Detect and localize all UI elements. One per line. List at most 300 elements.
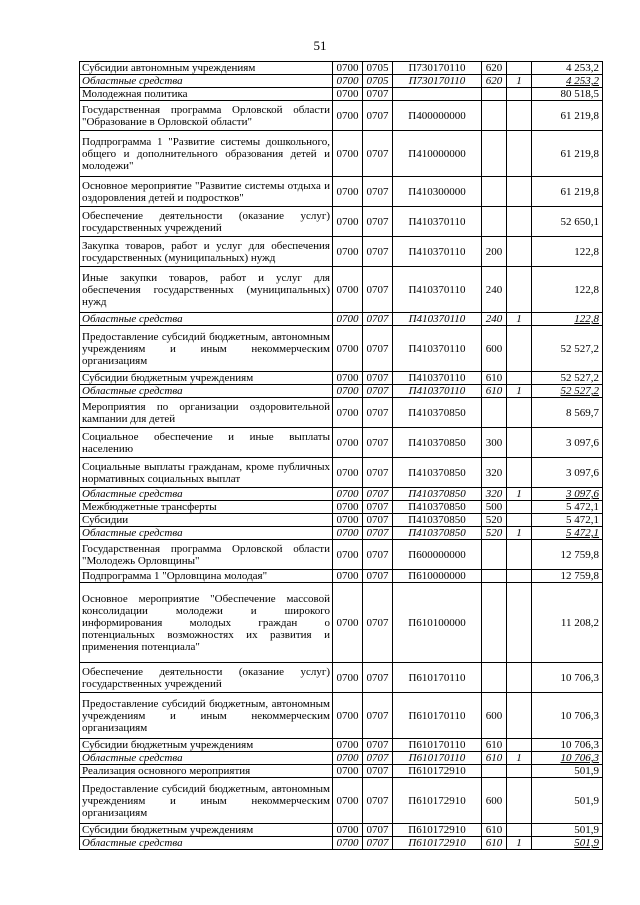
row-ved-text: 0700 — [336, 514, 359, 526]
table-row — [80, 514, 603, 527]
row-rz-cell — [363, 501, 393, 514]
row-vr-cell — [482, 752, 507, 765]
row-name-text: Субсидии — [82, 514, 129, 526]
row-amount-cell — [532, 527, 603, 540]
table-row — [80, 527, 603, 540]
row-name-text: Обеспечение деятельности (оказание услуг) государственных учреждений — [82, 209, 330, 234]
row-vr-text: 620 — [485, 75, 503, 87]
row-src-cell — [507, 177, 532, 207]
row-ved-text: 0700 — [336, 824, 359, 836]
row-name-cell — [80, 458, 333, 488]
row-rz-cell — [363, 765, 393, 778]
row-vr-cell — [482, 663, 507, 693]
row-name-cell — [80, 75, 333, 88]
row-csr-text: П410370850 — [408, 488, 466, 500]
row-name-text: Подпрограмма 1 "Орловщина молодая" — [82, 570, 268, 582]
row-name-text: Молодежная политика — [82, 88, 188, 100]
row-rz-cell — [363, 514, 393, 527]
row-csr-text: П410300000 — [408, 185, 466, 198]
row-amount-cell — [532, 177, 603, 207]
row-name-text: Основное мероприятие "Обеспечение массовой консолидации молодежи и широкого информирования молодых граждан о потенциальных возможностях их развития и применения потенциала" — [82, 592, 330, 653]
table-row — [80, 501, 603, 514]
row-ved-cell — [333, 237, 363, 267]
row-name-cell — [80, 540, 333, 570]
row-amount-text: 12 759,8 — [560, 548, 599, 561]
row-name-cell — [80, 101, 333, 131]
row-csr-cell — [393, 313, 482, 326]
row-amount-text: 52 650,1 — [560, 215, 599, 228]
row-rz-text: 0707 — [366, 109, 389, 122]
row-name-cell — [80, 527, 333, 540]
row-csr-text: П410370850 — [408, 436, 466, 449]
row-csr-cell — [393, 778, 482, 824]
row-name-text: Межбюджетные трансферты — [82, 501, 217, 513]
row-ved-cell — [333, 88, 363, 101]
row-vr-text: 240 — [485, 313, 503, 325]
row-ved-cell — [333, 398, 363, 428]
row-vr-text: 320 — [485, 466, 503, 479]
row-csr-text: П610172910 — [408, 824, 466, 836]
row-csr-cell — [393, 385, 482, 398]
row-rz-cell — [363, 372, 393, 385]
row-amount-cell — [532, 428, 603, 458]
row-csr-cell — [393, 207, 482, 237]
row-csr-text: П410370110 — [408, 245, 466, 258]
row-amount-cell — [532, 765, 603, 778]
row-ved-text: 0700 — [336, 765, 359, 777]
row-ved-text: 0700 — [336, 245, 359, 258]
row-ved-cell — [333, 739, 363, 752]
row-csr-cell — [393, 824, 482, 837]
row-name-cell — [80, 778, 333, 824]
row-rz-text: 0707 — [366, 824, 389, 836]
row-rz-cell — [363, 837, 393, 850]
row-rz-cell — [363, 131, 393, 177]
row-csr-text: П410370110 — [408, 385, 466, 397]
table-row — [80, 75, 603, 88]
row-csr-cell — [393, 583, 482, 663]
row-ved-cell — [333, 752, 363, 765]
row-ved-text: 0700 — [336, 709, 359, 722]
row-amount-cell — [532, 501, 603, 514]
row-vr-cell — [482, 824, 507, 837]
row-csr-text: П410370110 — [408, 283, 466, 296]
row-src-cell — [507, 570, 532, 583]
table-row — [80, 398, 603, 428]
row-vr-text: 520 — [485, 527, 503, 539]
row-ved-text: 0700 — [336, 147, 359, 160]
row-csr-cell — [393, 75, 482, 88]
row-src-text: 1 — [516, 75, 522, 87]
row-ved-text: 0700 — [336, 548, 359, 561]
row-rz-cell — [363, 177, 393, 207]
row-name-cell — [80, 385, 333, 398]
row-rz-text: 0707 — [366, 765, 389, 777]
row-vr-cell — [482, 428, 507, 458]
row-amount-cell — [532, 372, 603, 385]
row-src-text: 1 — [516, 527, 522, 539]
row-csr-cell — [393, 458, 482, 488]
row-amount-text: 80 518,5 — [560, 88, 599, 100]
row-src-cell — [507, 75, 532, 88]
row-amount-text: 10 706,3 — [560, 752, 599, 764]
table-row — [80, 385, 603, 398]
row-csr-text: П610172910 — [408, 794, 466, 807]
row-vr-cell — [482, 837, 507, 850]
row-rz-text: 0707 — [366, 342, 389, 355]
table-row — [80, 583, 603, 663]
row-amount-cell — [532, 207, 603, 237]
row-csr-cell — [393, 267, 482, 313]
row-rz-text: 0707 — [366, 514, 389, 526]
row-vr-text: 600 — [485, 794, 503, 807]
row-name-cell — [80, 837, 333, 850]
row-amount-text: 52 527,2 — [560, 372, 599, 384]
table-row — [80, 101, 603, 131]
row-rz-text: 0707 — [366, 501, 389, 513]
row-rz-text: 0707 — [366, 372, 389, 384]
table-row — [80, 693, 603, 739]
row-src-cell — [507, 267, 532, 313]
row-ved-cell — [333, 428, 363, 458]
row-rz-text: 0707 — [366, 185, 389, 198]
row-rz-cell — [363, 583, 393, 663]
row-rz-text: 0707 — [366, 245, 389, 258]
row-ved-cell — [333, 765, 363, 778]
row-rz-cell — [363, 739, 393, 752]
row-csr-text: П410370850 — [408, 514, 466, 526]
table-row — [80, 177, 603, 207]
row-ved-cell — [333, 75, 363, 88]
row-amount-cell — [532, 514, 603, 527]
row-rz-cell — [363, 62, 393, 75]
row-rz-cell — [363, 101, 393, 131]
row-rz-cell — [363, 824, 393, 837]
row-amount-text: 3 097,6 — [566, 436, 599, 449]
row-amount-text: 4 253,2 — [566, 75, 599, 87]
row-name-text: Субсидии бюджетным учреждениям — [82, 739, 254, 751]
table-row — [80, 739, 603, 752]
row-csr-text: П610172910 — [408, 765, 466, 777]
row-rz-text: 0707 — [366, 527, 389, 539]
row-vr-text: 610 — [485, 372, 503, 384]
row-amount-cell — [532, 458, 603, 488]
row-name-text: Областные средства — [82, 75, 183, 87]
row-rz-cell — [363, 488, 393, 501]
row-src-cell — [507, 385, 532, 398]
row-name-text: Областные средства — [82, 313, 183, 325]
row-ved-text: 0700 — [336, 372, 359, 384]
row-vr-cell — [482, 514, 507, 527]
budget-table — [79, 61, 603, 850]
row-ved-cell — [333, 372, 363, 385]
row-vr-cell — [482, 570, 507, 583]
row-src-cell — [507, 583, 532, 663]
row-rz-text: 0707 — [366, 709, 389, 722]
row-vr-cell — [482, 778, 507, 824]
row-amount-text: 61 219,8 — [560, 147, 599, 160]
row-src-cell — [507, 765, 532, 778]
row-amount-text: 501,9 — [574, 794, 599, 807]
row-ved-cell — [333, 101, 363, 131]
row-csr-text: П410370850 — [408, 527, 466, 539]
row-vr-text: 300 — [485, 436, 503, 449]
row-amount-text: 3 097,6 — [566, 466, 599, 479]
row-name-cell — [80, 313, 333, 326]
row-amount-text: 501,9 — [574, 824, 599, 836]
row-rz-cell — [363, 540, 393, 570]
row-name-cell — [80, 693, 333, 739]
row-name-text: Предоставление субсидий бюджетным, автономным учреждениям и иным некоммерческим организациям — [82, 782, 330, 819]
row-csr-text: П410370110 — [408, 215, 466, 228]
row-ved-text: 0700 — [336, 109, 359, 122]
row-amount-text: 52 527,2 — [560, 385, 599, 397]
row-src-cell — [507, 778, 532, 824]
row-name-text: Государственная программа Орловской области "Молодежь Орловщины" — [82, 542, 330, 567]
row-amount-text: 10 706,3 — [560, 709, 599, 722]
row-rz-cell — [363, 428, 393, 458]
row-csr-text: П610100000 — [408, 616, 466, 629]
row-vr-text: 610 — [485, 385, 503, 397]
row-amount-cell — [532, 313, 603, 326]
table-row — [80, 824, 603, 837]
row-src-text: 1 — [516, 385, 522, 397]
row-name-text: Основное мероприятие "Развитие системы отдыха и оздоровления детей и подростков" — [82, 179, 330, 204]
row-src-cell — [507, 326, 532, 372]
row-csr-cell — [393, 131, 482, 177]
row-rz-text: 0707 — [366, 671, 389, 684]
row-name-text: Областные средства — [82, 488, 183, 500]
row-ved-cell — [333, 488, 363, 501]
row-ved-text: 0700 — [336, 88, 359, 100]
row-rz-cell — [363, 267, 393, 313]
table-row — [80, 663, 603, 693]
row-ved-cell — [333, 527, 363, 540]
row-csr-text: П730170110 — [408, 75, 466, 87]
row-rz-text: 0707 — [366, 283, 389, 296]
row-csr-cell — [393, 663, 482, 693]
row-amount-cell — [532, 693, 603, 739]
row-name-cell — [80, 501, 333, 514]
row-src-cell — [507, 514, 532, 527]
row-ved-cell — [333, 824, 363, 837]
row-amount-cell — [532, 739, 603, 752]
row-amount-cell — [532, 752, 603, 765]
row-name-cell — [80, 372, 333, 385]
row-name-cell — [80, 663, 333, 693]
row-amount-text: 5 472,1 — [566, 527, 599, 539]
row-csr-text: П610170110 — [408, 709, 466, 722]
row-src-cell — [507, 663, 532, 693]
row-name-text: Государственная программа Орловской области "Образование в Орловской области" — [82, 103, 330, 128]
table-row — [80, 752, 603, 765]
row-amount-cell — [532, 824, 603, 837]
row-src-cell — [507, 501, 532, 514]
row-rz-text: 0707 — [366, 88, 389, 100]
row-csr-cell — [393, 765, 482, 778]
row-ved-cell — [333, 540, 363, 570]
row-name-text: Подпрограмма 1 "Развитие системы дошкольного, общего и дополнительного образования детей и молодежи" — [82, 135, 330, 172]
row-name-text: Мероприятия по организации оздоровительной кампании для детей — [82, 400, 330, 425]
row-ved-cell — [333, 583, 363, 663]
table-row — [80, 540, 603, 570]
row-name-cell — [80, 237, 333, 267]
row-amount-text: 5 472,1 — [566, 514, 599, 526]
row-src-cell — [507, 131, 532, 177]
row-csr-text: П610172910 — [408, 837, 466, 849]
row-vr-cell — [482, 177, 507, 207]
row-ved-text: 0700 — [336, 488, 359, 500]
row-ved-cell — [333, 458, 363, 488]
row-rz-text: 0707 — [366, 570, 389, 582]
row-name-cell — [80, 739, 333, 752]
row-src-cell — [507, 693, 532, 739]
table-row — [80, 570, 603, 583]
row-ved-text: 0700 — [336, 342, 359, 355]
row-csr-text: П610170110 — [408, 752, 466, 764]
row-rz-text: 0705 — [366, 75, 389, 87]
table-row — [80, 326, 603, 372]
row-rz-text: 0707 — [366, 313, 389, 325]
row-name-text: Субсидии бюджетным учреждениям — [82, 824, 254, 836]
row-csr-text: П610000000 — [408, 570, 466, 582]
row-amount-text: 5 472,1 — [566, 501, 599, 513]
row-rz-text: 0707 — [366, 385, 389, 397]
row-ved-text: 0700 — [336, 837, 359, 849]
table-row — [80, 62, 603, 75]
row-name-text: Реализация основного мероприятия — [82, 765, 251, 777]
row-src-cell — [507, 372, 532, 385]
row-vr-cell — [482, 131, 507, 177]
row-ved-cell — [333, 501, 363, 514]
row-csr-cell — [393, 837, 482, 850]
row-ved-cell — [333, 778, 363, 824]
table-row — [80, 207, 603, 237]
row-vr-text: 200 — [485, 245, 503, 258]
row-csr-text: П600000000 — [408, 548, 466, 561]
row-name-cell — [80, 131, 333, 177]
row-csr-cell — [393, 501, 482, 514]
row-vr-text: 600 — [485, 709, 503, 722]
row-name-text: Предоставление субсидий бюджетным, автономным учреждениям и иным некоммерческим организациям — [82, 697, 330, 734]
row-csr-cell — [393, 570, 482, 583]
row-vr-text: 240 — [485, 283, 503, 296]
row-src-cell — [507, 527, 532, 540]
row-ved-text: 0700 — [336, 75, 359, 87]
row-vr-cell — [482, 398, 507, 428]
table-row — [80, 267, 603, 313]
row-name-text: Обеспечение деятельности (оказание услуг) государственных учреждений — [82, 665, 330, 690]
row-amount-cell — [532, 237, 603, 267]
row-amount-cell — [532, 88, 603, 101]
row-vr-cell — [482, 765, 507, 778]
row-amount-cell — [532, 101, 603, 131]
table-row — [80, 765, 603, 778]
table-row — [80, 488, 603, 501]
row-src-cell — [507, 101, 532, 131]
row-vr-cell — [482, 488, 507, 501]
row-ved-cell — [333, 326, 363, 372]
row-ved-text: 0700 — [336, 313, 359, 325]
row-amount-cell — [532, 267, 603, 313]
row-vr-cell — [482, 237, 507, 267]
row-csr-text: П410370110 — [408, 342, 466, 355]
row-name-cell — [80, 583, 333, 663]
row-rz-cell — [363, 527, 393, 540]
row-ved-cell — [333, 131, 363, 177]
row-vr-cell — [482, 693, 507, 739]
row-ved-text: 0700 — [336, 215, 359, 228]
row-src-cell — [507, 88, 532, 101]
row-src-cell — [507, 752, 532, 765]
row-csr-cell — [393, 514, 482, 527]
row-amount-text: 61 219,8 — [560, 185, 599, 198]
row-rz-cell — [363, 778, 393, 824]
row-name-cell — [80, 824, 333, 837]
row-amount-text: 122,8 — [574, 245, 599, 258]
row-amount-cell — [532, 778, 603, 824]
row-rz-text: 0707 — [366, 794, 389, 807]
row-name-cell — [80, 514, 333, 527]
row-src-text: 1 — [516, 752, 522, 764]
row-src-text: 1 — [516, 313, 522, 325]
row-csr-cell — [393, 693, 482, 739]
row-csr-cell — [393, 752, 482, 765]
row-vr-cell — [482, 75, 507, 88]
row-csr-cell — [393, 540, 482, 570]
row-src-cell — [507, 458, 532, 488]
row-amount-text: 52 527,2 — [560, 342, 599, 355]
row-name-cell — [80, 177, 333, 207]
row-name-text: Областные средства — [82, 752, 183, 764]
row-amount-text: 4 253,2 — [566, 62, 599, 74]
row-csr-text: П410370110 — [408, 372, 466, 384]
row-amount-cell — [532, 385, 603, 398]
row-amount-text: 122,8 — [574, 283, 599, 296]
row-rz-text: 0707 — [366, 436, 389, 449]
table-row — [80, 778, 603, 824]
row-src-text: 1 — [516, 488, 522, 500]
row-rz-text: 0707 — [366, 406, 389, 419]
row-vr-text: 610 — [485, 824, 503, 836]
row-csr-text: П610170110 — [408, 739, 466, 751]
row-amount-cell — [532, 570, 603, 583]
row-ved-text: 0700 — [336, 739, 359, 751]
row-src-cell — [507, 428, 532, 458]
row-vr-text: 600 — [485, 342, 503, 355]
row-amount-text: 8 569,7 — [566, 406, 599, 419]
row-ved-text: 0700 — [336, 283, 359, 296]
row-rz-cell — [363, 752, 393, 765]
row-amount-text: 11 208,2 — [560, 616, 599, 629]
row-rz-cell — [363, 398, 393, 428]
row-amount-text: 501,9 — [574, 837, 599, 849]
row-name-text: Закупка товаров, работ и услуг для обеспечения государственных (муниципальных) нужд — [82, 239, 330, 264]
row-amount-cell — [532, 75, 603, 88]
row-src-cell — [507, 313, 532, 326]
row-ved-text: 0700 — [336, 185, 359, 198]
row-ved-text: 0700 — [336, 406, 359, 419]
row-amount-text: 10 706,3 — [560, 671, 599, 684]
row-csr-cell — [393, 326, 482, 372]
row-csr-cell — [393, 398, 482, 428]
table-row — [80, 837, 603, 850]
row-src-cell — [507, 540, 532, 570]
row-csr-text: П410370850 — [408, 501, 466, 513]
row-rz-text: 0707 — [366, 837, 389, 849]
row-ved-text: 0700 — [336, 501, 359, 513]
row-amount-cell — [532, 326, 603, 372]
